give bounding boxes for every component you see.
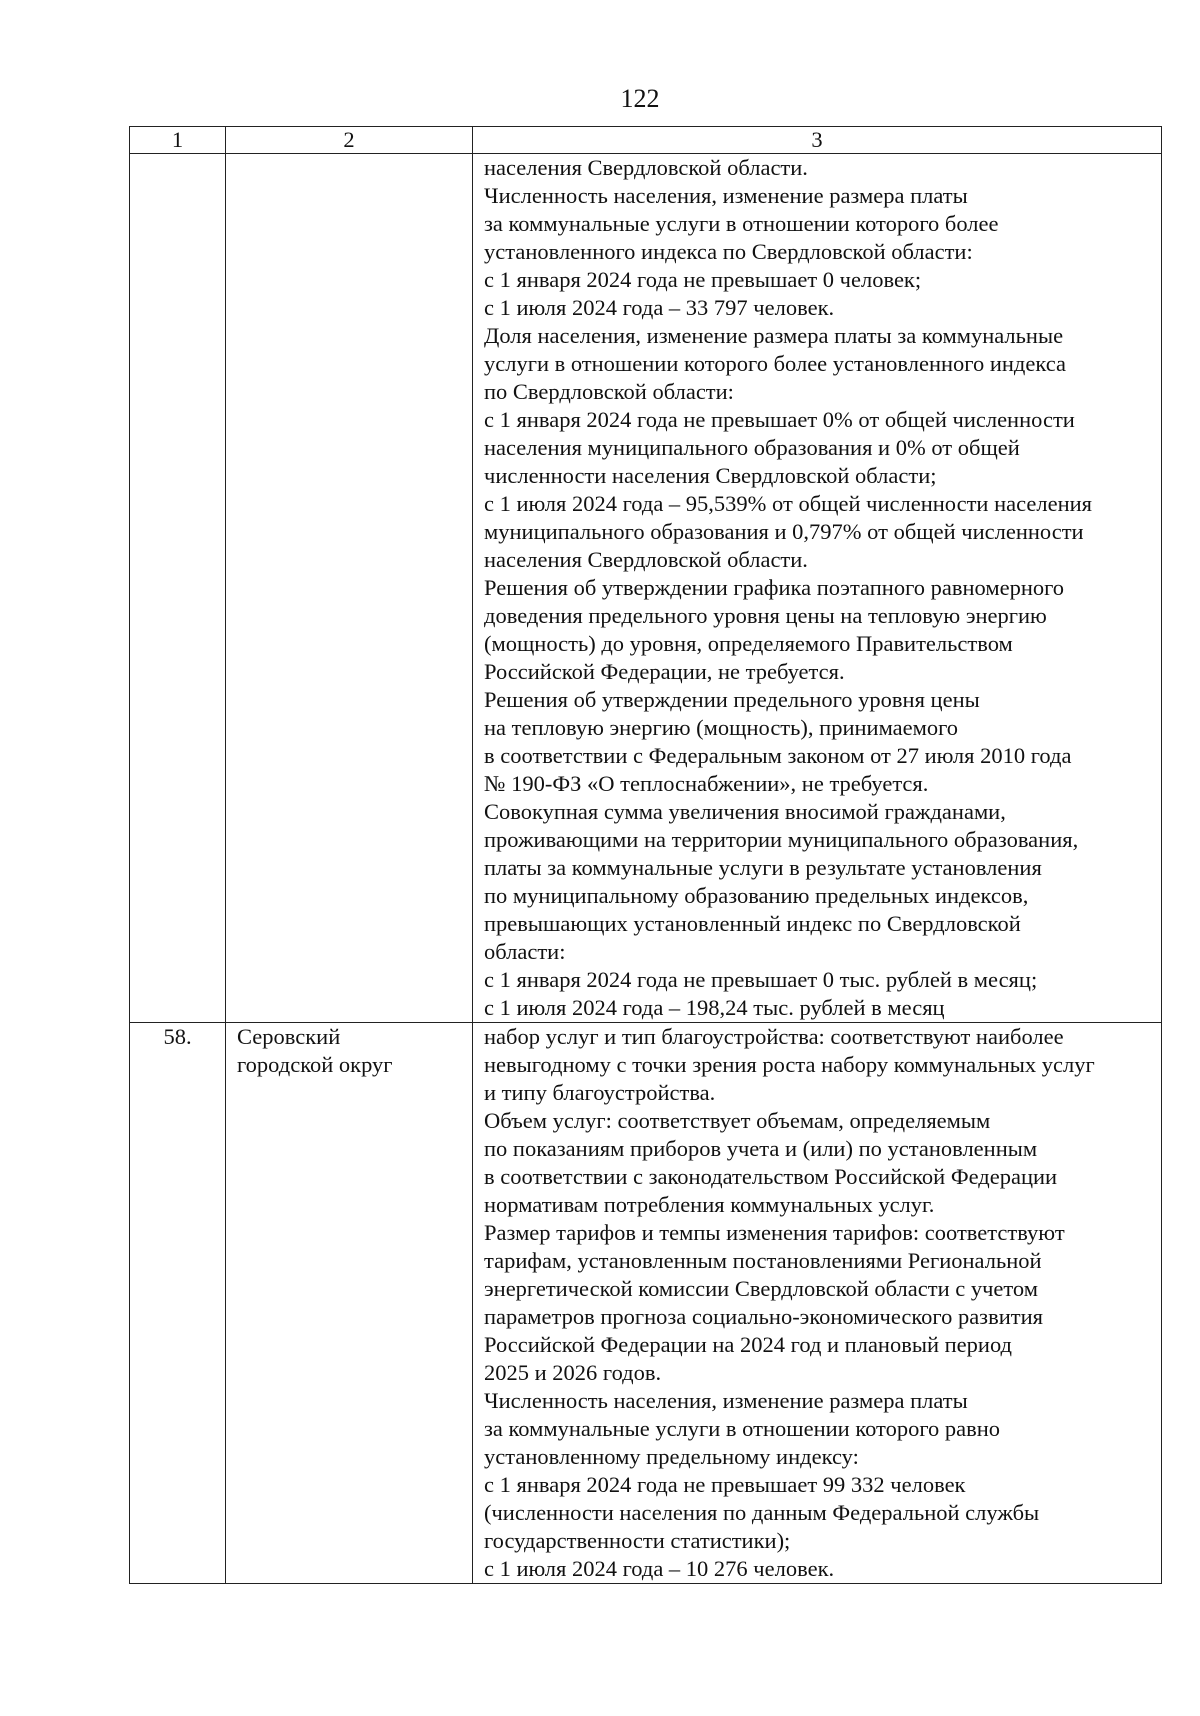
description-line: с 1 июля 2024 года – 10 276 человек.: [484, 1556, 835, 1581]
description-line: за коммунальные услуги в отношении которого равно: [484, 1416, 1001, 1441]
description-line: за коммунальные услуги в отношении которого более: [484, 211, 999, 236]
description-line: 2025 и 2026 годов.: [484, 1360, 662, 1385]
header-col-2: 2: [226, 127, 473, 154]
description-line: Численность населения, изменение размера платы: [484, 183, 968, 208]
description-line: с 1 июля 2024 года – 33 797 человек.: [484, 295, 835, 320]
page-number: 122: [620, 84, 660, 113]
table-row: [130, 1023, 1162, 1584]
description-line: с 1 июля 2024 года – 198,24 тыс. рублей в месяц: [484, 995, 945, 1020]
row-number-cell: [130, 154, 226, 1023]
description-line: превышающих установленный индекс по Свердловской: [484, 911, 1021, 936]
description-line: Совокупная сумма увеличения вносимой гражданами,: [484, 799, 1006, 824]
description-line: Доля населения, изменение размера платы за коммунальные: [484, 323, 1064, 348]
row-number: 58.: [163, 1024, 192, 1049]
municipality-name-line: Серовский: [237, 1024, 341, 1049]
header-col-1: 1: [130, 127, 226, 154]
description-line: населения Свердловской области.: [484, 547, 808, 572]
description-line: (мощность) до уровня, определяемого Правительством: [484, 631, 1013, 656]
description-line: услуги в отношении которого более установленного индекса: [484, 351, 1066, 376]
description-line: тарифам, установленным постановлениями Региональной: [484, 1248, 1042, 1273]
description-line: Российской Федерации на 2024 год и плановый период: [484, 1332, 1013, 1357]
description-line: населения Свердловской области.: [484, 155, 808, 180]
description-line: параметров прогноза социально-экономического развития: [484, 1304, 1043, 1329]
row-description-cell: [473, 1023, 1162, 1584]
description-line: области:: [484, 939, 566, 964]
description-line: установленного индекса по Свердловской области:: [484, 239, 973, 264]
description-line: по Свердловской области:: [484, 379, 734, 404]
description-line: муниципального образования и 0,797% от общей численности: [484, 519, 1084, 544]
description-line: по показаниям приборов учета и (или) по установленным: [484, 1136, 1038, 1161]
description-line: населения муниципального образования и 0% от общей: [484, 435, 1020, 460]
description-line: Решения об утверждении предельного уровня цены: [484, 687, 980, 712]
description-line: (численности населения по данным Федеральной службы: [484, 1500, 1040, 1525]
description-line: доведения предельного уровня цены на тепловую энергию: [484, 603, 1047, 628]
row-name-cell: [226, 154, 473, 1023]
description-line: набор услуг и тип благоустройства: соответствуют наиболее: [484, 1024, 1064, 1049]
description-line: с 1 января 2024 года не превышает 0 человек;: [484, 267, 922, 292]
description-line: невыгодному с точки зрения роста набору коммунальных услуг: [484, 1052, 1095, 1077]
data-table: [129, 126, 1162, 1584]
description-line: проживающими на территории муниципального образования,: [484, 827, 1079, 852]
description-line: № 190-ФЗ «О теплоснабжении», не требуется.: [484, 771, 929, 796]
description-line: с 1 января 2024 года не превышает 0 тыс. рублей в месяц;: [484, 967, 1038, 992]
row-name-cell: [226, 1023, 473, 1584]
description-line: установленному предельному индексу:: [484, 1444, 859, 1469]
description-line: энергетической комиссии Свердловской области с учетом: [484, 1276, 1038, 1301]
description-line: на тепловую энергию (мощность), принимаемого: [484, 715, 959, 740]
description-lines: [484, 154, 1161, 1022]
description-line: с 1 января 2024 года не превышает 0% от общей численности: [484, 407, 1075, 432]
description-line: в соответствии с законодательством Российской Федерации: [484, 1164, 1058, 1189]
row-description-cell: [473, 154, 1162, 1023]
description-line: в соответствии с Федеральным законом от 27 июля 2010 года: [484, 743, 1072, 768]
description-line: нормативам потребления коммунальных услуг.: [484, 1192, 935, 1217]
description-line: Решения об утверждении графика поэтапного равномерного: [484, 575, 1065, 600]
description-line: с 1 июля 2024 года – 95,539% от общей численности населения: [484, 491, 1092, 516]
row-number-cell: [130, 1023, 226, 1584]
description-line: Численность населения, изменение размера платы: [484, 1388, 968, 1413]
description-line: Объем услуг: соответствует объемам, определяемым: [484, 1108, 991, 1133]
description-lines: [484, 1023, 1161, 1583]
table-row: [130, 154, 1162, 1023]
table-header-row: [130, 127, 1162, 154]
description-line: с 1 января 2024 года не превышает 99 332 человек: [484, 1472, 966, 1497]
description-line: Размер тарифов и темпы изменения тарифов: соответствуют: [484, 1220, 1065, 1245]
description-line: по муниципальному образованию предельных индексов,: [484, 883, 1029, 908]
description-line: государственности статистики);: [484, 1528, 791, 1553]
description-line: численности населения Свердловской области;: [484, 463, 937, 488]
description-line: Российской Федерации, не требуется.: [484, 659, 845, 684]
header-col-3: 3: [473, 127, 1162, 154]
description-line: и типу благоустройства.: [484, 1080, 716, 1105]
municipality-name-line: городской округ: [237, 1052, 393, 1077]
description-line: платы за коммунальные услуги в результате установления: [484, 855, 1042, 880]
